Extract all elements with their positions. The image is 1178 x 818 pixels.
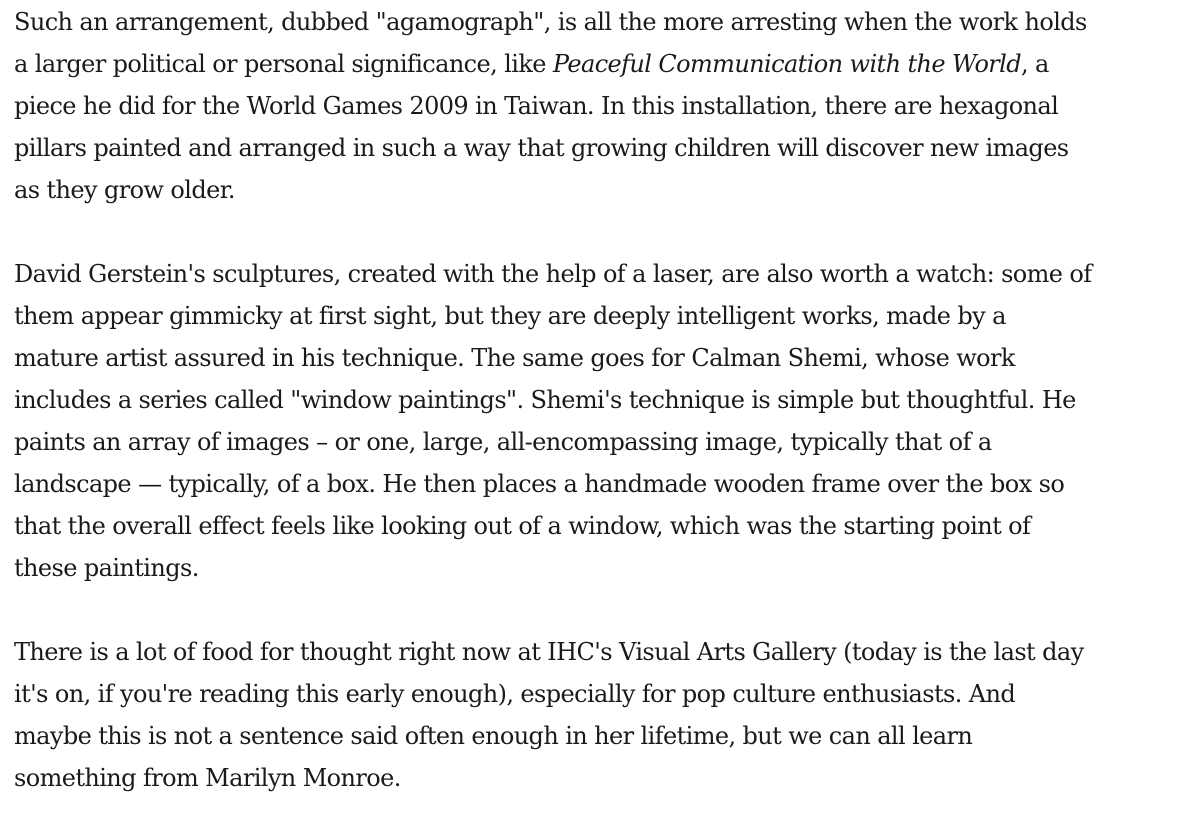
- text-line: that the overall effect feels like looking out of a window, which was the starting point of: [14, 512, 1031, 540]
- text-line: mature artist assured in his technique. The same goes for Calman Shemi, whose work: [14, 344, 1015, 372]
- paragraph-sculptures: [14, 253, 1174, 589]
- text-line: pillars painted and arranged in such a way that growing children will discover new images: [14, 134, 1069, 162]
- text-line: piece he did for the World Games 2009 in Taiwan. In this installation, there are hexagonal: [14, 92, 1059, 120]
- text-line: [14, 43, 1174, 85]
- article-body: [14, 1, 1174, 799]
- text-line: as they grow older.: [14, 176, 235, 204]
- text-line: Such an arrangement, dubbed "agamograph", is all the more arresting when the work holds: [14, 8, 1087, 36]
- text-line: it's on, if you're reading this early enough), especially for pop culture enthusiasts. And: [14, 680, 1016, 708]
- text-line: them appear gimmicky at first sight, but they are deeply intelligent works, made by a: [14, 302, 1006, 330]
- text-line: There is a lot of food for thought right now at IHC's Visual Arts Gallery (today is the last day: [14, 638, 1084, 666]
- paragraph-agamograph: [14, 1, 1174, 211]
- text-line: landscape — typically, of a box. He then places a handmade wooden frame over the box so: [14, 470, 1065, 498]
- text-line: these paintings.: [14, 554, 199, 582]
- text-line: David Gerstein's sculptures, created with the help of a laser, are also worth a watch: some of: [14, 260, 1092, 288]
- text-line: paints an array of images – or one, large, all-encompassing image, typically that of a: [14, 428, 992, 456]
- artwork-title: Peaceful Communication with the World: [552, 50, 1021, 78]
- text-segment: a larger political or personal significance, like: [14, 50, 553, 78]
- text-segment: , a: [1021, 50, 1049, 78]
- text-line: something from Marilyn Monroe.: [14, 764, 401, 792]
- text-line: maybe this is not a sentence said often enough in her lifetime, but we can all learn: [14, 722, 973, 750]
- paragraph-closing: [14, 631, 1174, 799]
- text-line: includes a series called "window paintings". Shemi's technique is simple but thoughtful. He: [14, 386, 1076, 414]
